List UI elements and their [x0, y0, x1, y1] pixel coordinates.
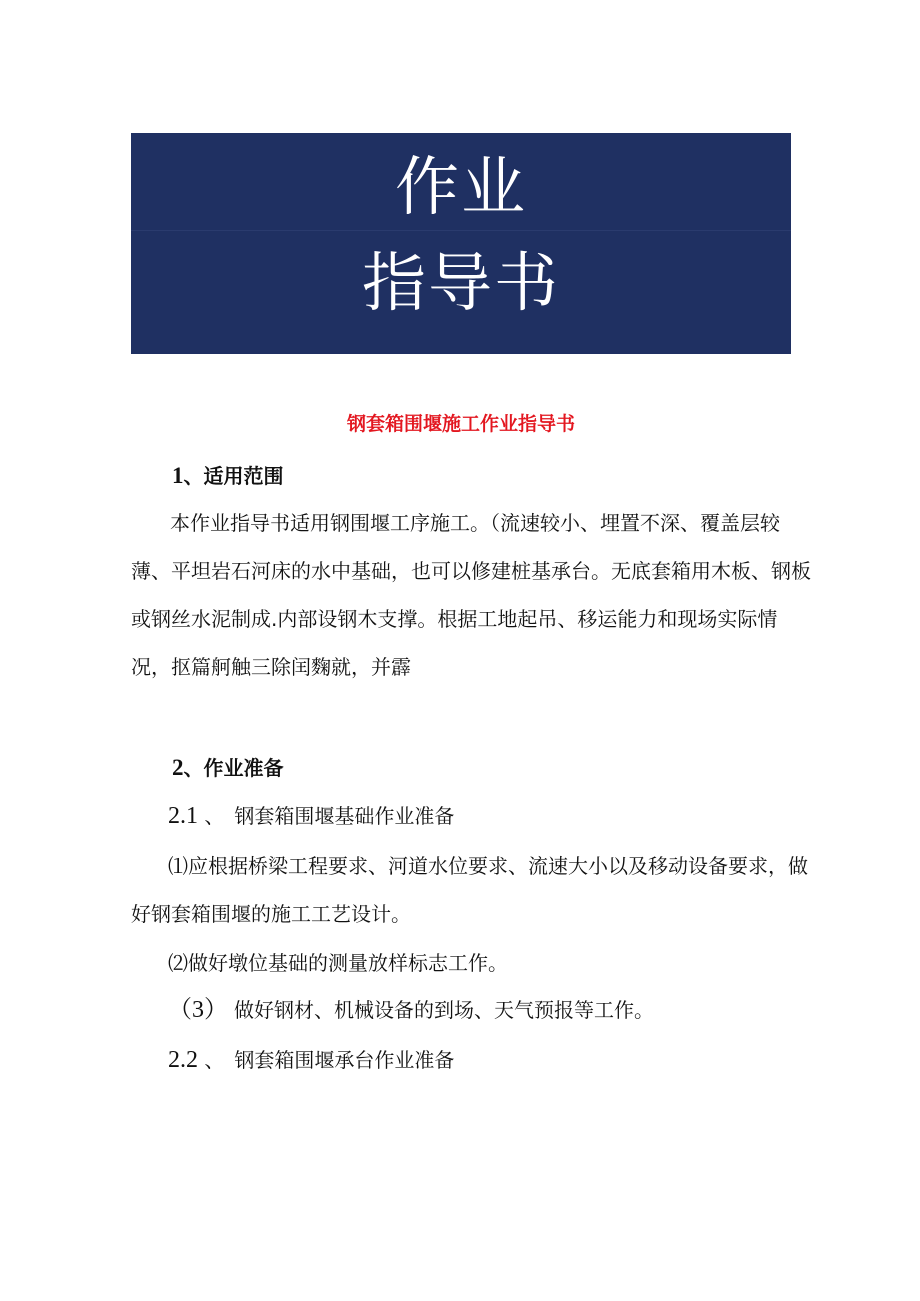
list-item-2-text: 做好墩位基础的测量放样标志工作。 — [188, 951, 508, 975]
subsection-2-2-heading — [168, 1046, 454, 1074]
subsection-2-2-number: 2.2 — [168, 1047, 198, 1073]
list-item-3-marker: （3） — [168, 997, 228, 1023]
cover-title-line-1: 作业 — [395, 151, 527, 225]
section-2-number: 2 — [172, 755, 184, 780]
list-item-2-marker: ⑵ — [168, 951, 188, 975]
section-1-body: 本作业指导书适用钢围堰工序施工。（流速较小、埋置不深、覆盖层较薄、平坦岩石河床的水中基础，也可以修建桩基承台。无底套箱用木板、钢板或钢丝水泥制成.内部设钢木支撑。根据工地起吊、移运能力和现场实际情况，抠篇舸触三除闰麴就，并霹 — [131, 511, 811, 679]
subsection-2-1-heading — [168, 802, 454, 830]
subsection-2-2-title: 钢套箱围堰承台作业准备 — [234, 1048, 455, 1072]
subsection-2-2-separator: 、 — [198, 1048, 225, 1072]
section-2-separator: 、 — [183, 756, 204, 780]
cover-title-line-2: 指导书 — [362, 247, 560, 321]
section-1-separator: 、 — [183, 464, 204, 488]
document-title: 钢套箱围堰施工作业指导书 — [346, 413, 575, 435]
section-1-heading — [172, 462, 284, 490]
list-item-1-text: 应根据桥梁工程要求、河道水位要求、流速大小以及移动设备要求，做好钢套箱围堰的施工工艺设计。 — [131, 854, 808, 926]
section-2-title: 作业准备 — [203, 756, 284, 780]
subsection-2-1-title: 钢套箱围堰基础作业准备 — [234, 804, 455, 828]
list-item-1 — [131, 842, 811, 938]
subsection-2-1-number: 2.1 — [168, 803, 198, 829]
cover-divider — [131, 230, 791, 231]
section-1-number: 1 — [172, 463, 184, 488]
list-item-2 — [131, 949, 811, 977]
section-1-title: 适用范围 — [203, 464, 284, 488]
list-item-1-marker: ⑴ — [168, 854, 188, 878]
section-2-heading — [172, 754, 284, 782]
list-item-3-text: 做好钢材、机械设备的到场、天气预报等工作。 — [234, 998, 654, 1022]
list-item-3 — [131, 996, 811, 1024]
subsection-2-1-separator: 、 — [198, 804, 225, 828]
